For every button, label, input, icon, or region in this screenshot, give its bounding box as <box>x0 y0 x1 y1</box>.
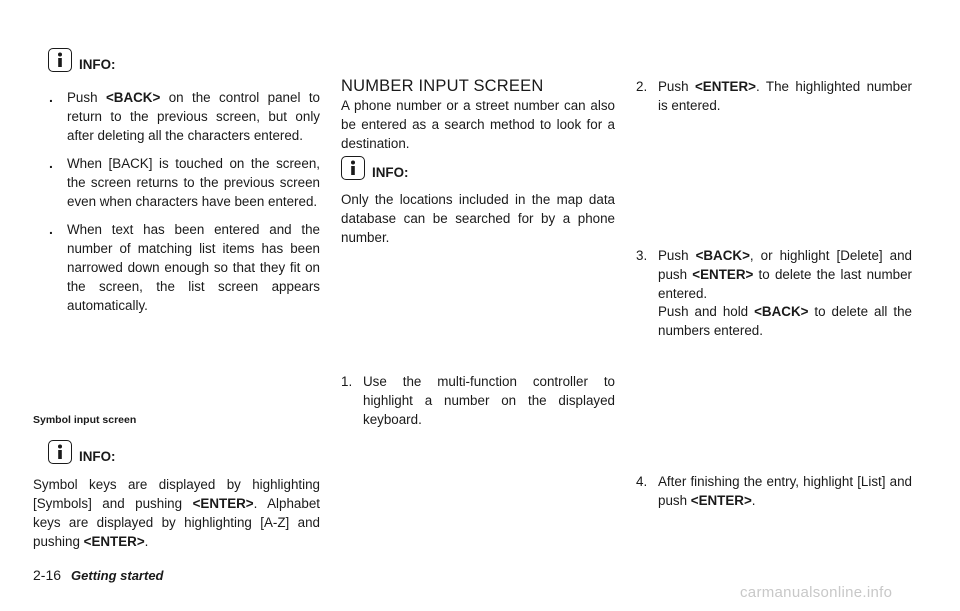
info-header-1 <box>48 48 115 72</box>
bullet-text: When text has been entered and the number of matching list items has been narrowed down enough so that they fit on the screen, the list screen appears automatically. <box>67 222 320 313</box>
section-heading-symbol: Symbol input screen <box>33 414 137 426</box>
info-label: INFO: <box>79 57 116 72</box>
bullet-text: Push <BACK> on the control panel to return to the previous screen, but only after deleting all the characters entered. <box>67 90 321 143</box>
step-text: Push <BACK>, or highlight [Delete] and push <ENTER> to delete the last number entered. <box>658 248 912 301</box>
bullet-dot: . <box>49 155 53 171</box>
step-item <box>636 472 912 510</box>
bullet-dot: . <box>49 89 53 105</box>
info-header-symbol <box>48 440 115 464</box>
step-number: 2. <box>636 79 648 94</box>
step-text: Use the multi-function controller to highlight a number on the displayed keyboard. <box>363 374 615 427</box>
bullet-item <box>48 88 320 145</box>
page-section-heading: NUMBER INPUT SCREEN <box>341 77 544 95</box>
symbol-paragraph: Symbol keys are displayed by highlighting [Symbols] and pushing <ENTER>. Alphabet keys are displayed by highlighting [A-Z] and pushing <ENTER>. <box>33 477 320 549</box>
bullet-item <box>48 154 320 211</box>
bullet-dot: . <box>49 221 53 237</box>
info-paragraph: Only the locations included in the map data database can be searched for by a phone number. <box>341 192 615 245</box>
step-text: Push <ENTER>. The highlighted number is entered. <box>658 79 912 113</box>
intro-paragraph: A phone number or a street number can also be entered as a search method to look for a destination. <box>341 98 615 151</box>
step-number: 4. <box>636 474 648 489</box>
step-number: 3. <box>636 248 648 263</box>
info-bullet-list <box>48 88 320 315</box>
page-footer <box>33 567 164 583</box>
info-icon <box>48 48 72 72</box>
info-header-2 <box>341 156 408 180</box>
step-item <box>636 77 912 115</box>
bullet-item <box>48 220 320 315</box>
step-text: After finishing the entry, highlight [List] and push <ENTER>. <box>658 474 912 508</box>
step-number: 1. <box>341 374 353 389</box>
info-label: INFO: <box>79 449 116 464</box>
step-item <box>341 372 615 429</box>
bullet-text: When [BACK] is touched on the screen, the screen returns to the previous screen even when characters have been entered. <box>67 156 320 209</box>
info-icon <box>48 440 72 464</box>
step-item <box>636 246 912 303</box>
info-label: INFO: <box>372 165 409 180</box>
watermark: carmanualsonline.info <box>740 584 893 601</box>
footer-title: Getting started <box>71 568 164 583</box>
step-subparagraph: Push and hold <BACK> to delete all the numbers entered. <box>658 304 913 338</box>
info-icon <box>341 156 365 180</box>
page-number: 2-16 <box>33 567 62 583</box>
